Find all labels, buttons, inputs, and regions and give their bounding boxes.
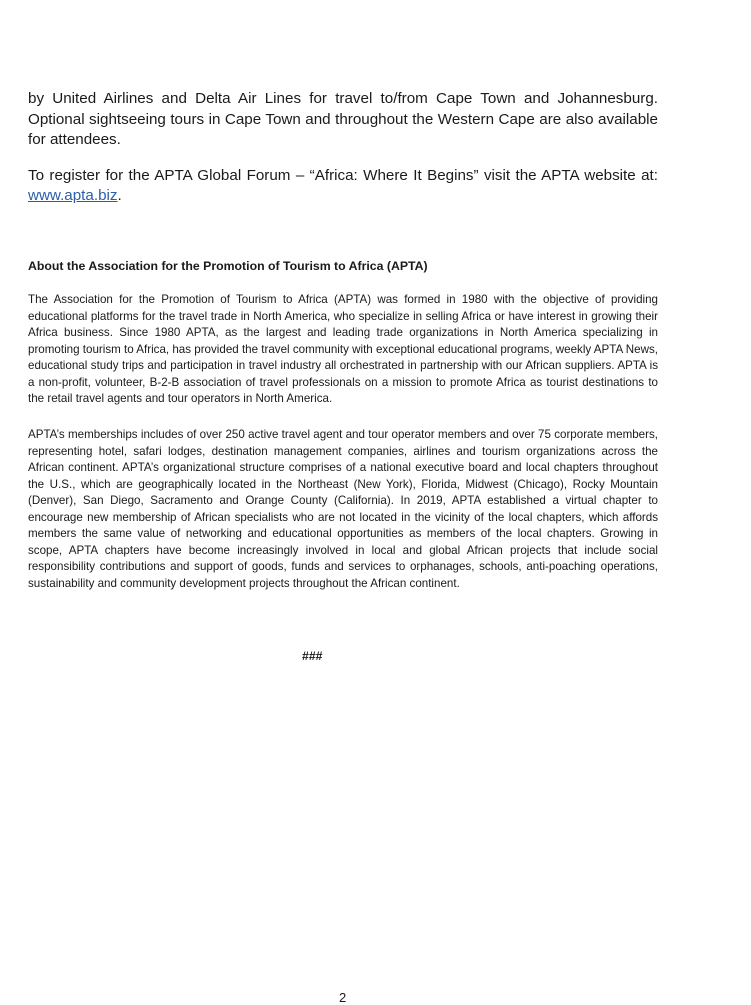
apta-website-link[interactable]: www.apta.biz	[28, 187, 118, 204]
register-end: .	[117, 187, 122, 204]
about-paragraph-1: The Association for the Promotion of Tourism to Africa (APTA) was formed in 1980 with the objective of providing educational platforms for the travel trade in North America, who specialize in selling Africa or have interest in growing their Africa business. Since 1980 APTA, as the largest and leading trade organizations in North America specializing in promoting tourism to Africa, has provided the travel community with exceptional educational programs, weekly APTA News, educational study trips and participation in travel industry all orchestrated in partnership with our African suppliers. APTA is a non-profit, volunteer, B-2-B association of travel professionals on a mission to promote Africa as tourist destinations to the retail travel agents and tour operators in North America.	[28, 293, 659, 405]
register-paragraph	[28, 166, 658, 207]
end-mark: ###	[302, 649, 323, 663]
about-heading: About the Association for the Promotion of Tourism to Africa (APTA)	[28, 259, 428, 273]
intro-paragraph: by United Airlines and Delta Air Lines for travel to/from Cape Town and Johannesburg. Optional sightseeing tours in Cape Town and throughout the Western Cape are also available for attendees.	[28, 90, 658, 148]
document-page	[28, 89, 659, 590]
register-text: To register for the APTA Global Forum – “Africa: Where It Begins” visit the APTA website at:	[28, 166, 658, 184]
about-paragraph-2: APTA’s memberships includes of over 250 active travel agent and tour operator members and over 75 corporate members, representing hotel, safari lodges, destination management companies, airlines and tourism organizations across the African continent. APTA’s organizational structure comprises of a national executive board and local chapters throughout the U.S., which are geographically located in the Northeast (New York), Florida, Midwest (Chicago), Rocky Mountain (Denver), San Diego, Sacramento and Orange County (California). In 2019, APTA established a virtual chapter to encourage new membership of African specialists who are not located in the vicinity of the local chapters, which affords members the same value of networking and educational opportunities as members of the local chapters. Growing in scope, APTA chapters have become increasingly involved in local and global African projects that include social responsibility contributions and support of goods, funds and services to orphanages, schools, anti-poaching operations, sustainability and community development projects throughout the African continent.	[28, 428, 658, 590]
page-number: 2	[339, 990, 347, 1005]
